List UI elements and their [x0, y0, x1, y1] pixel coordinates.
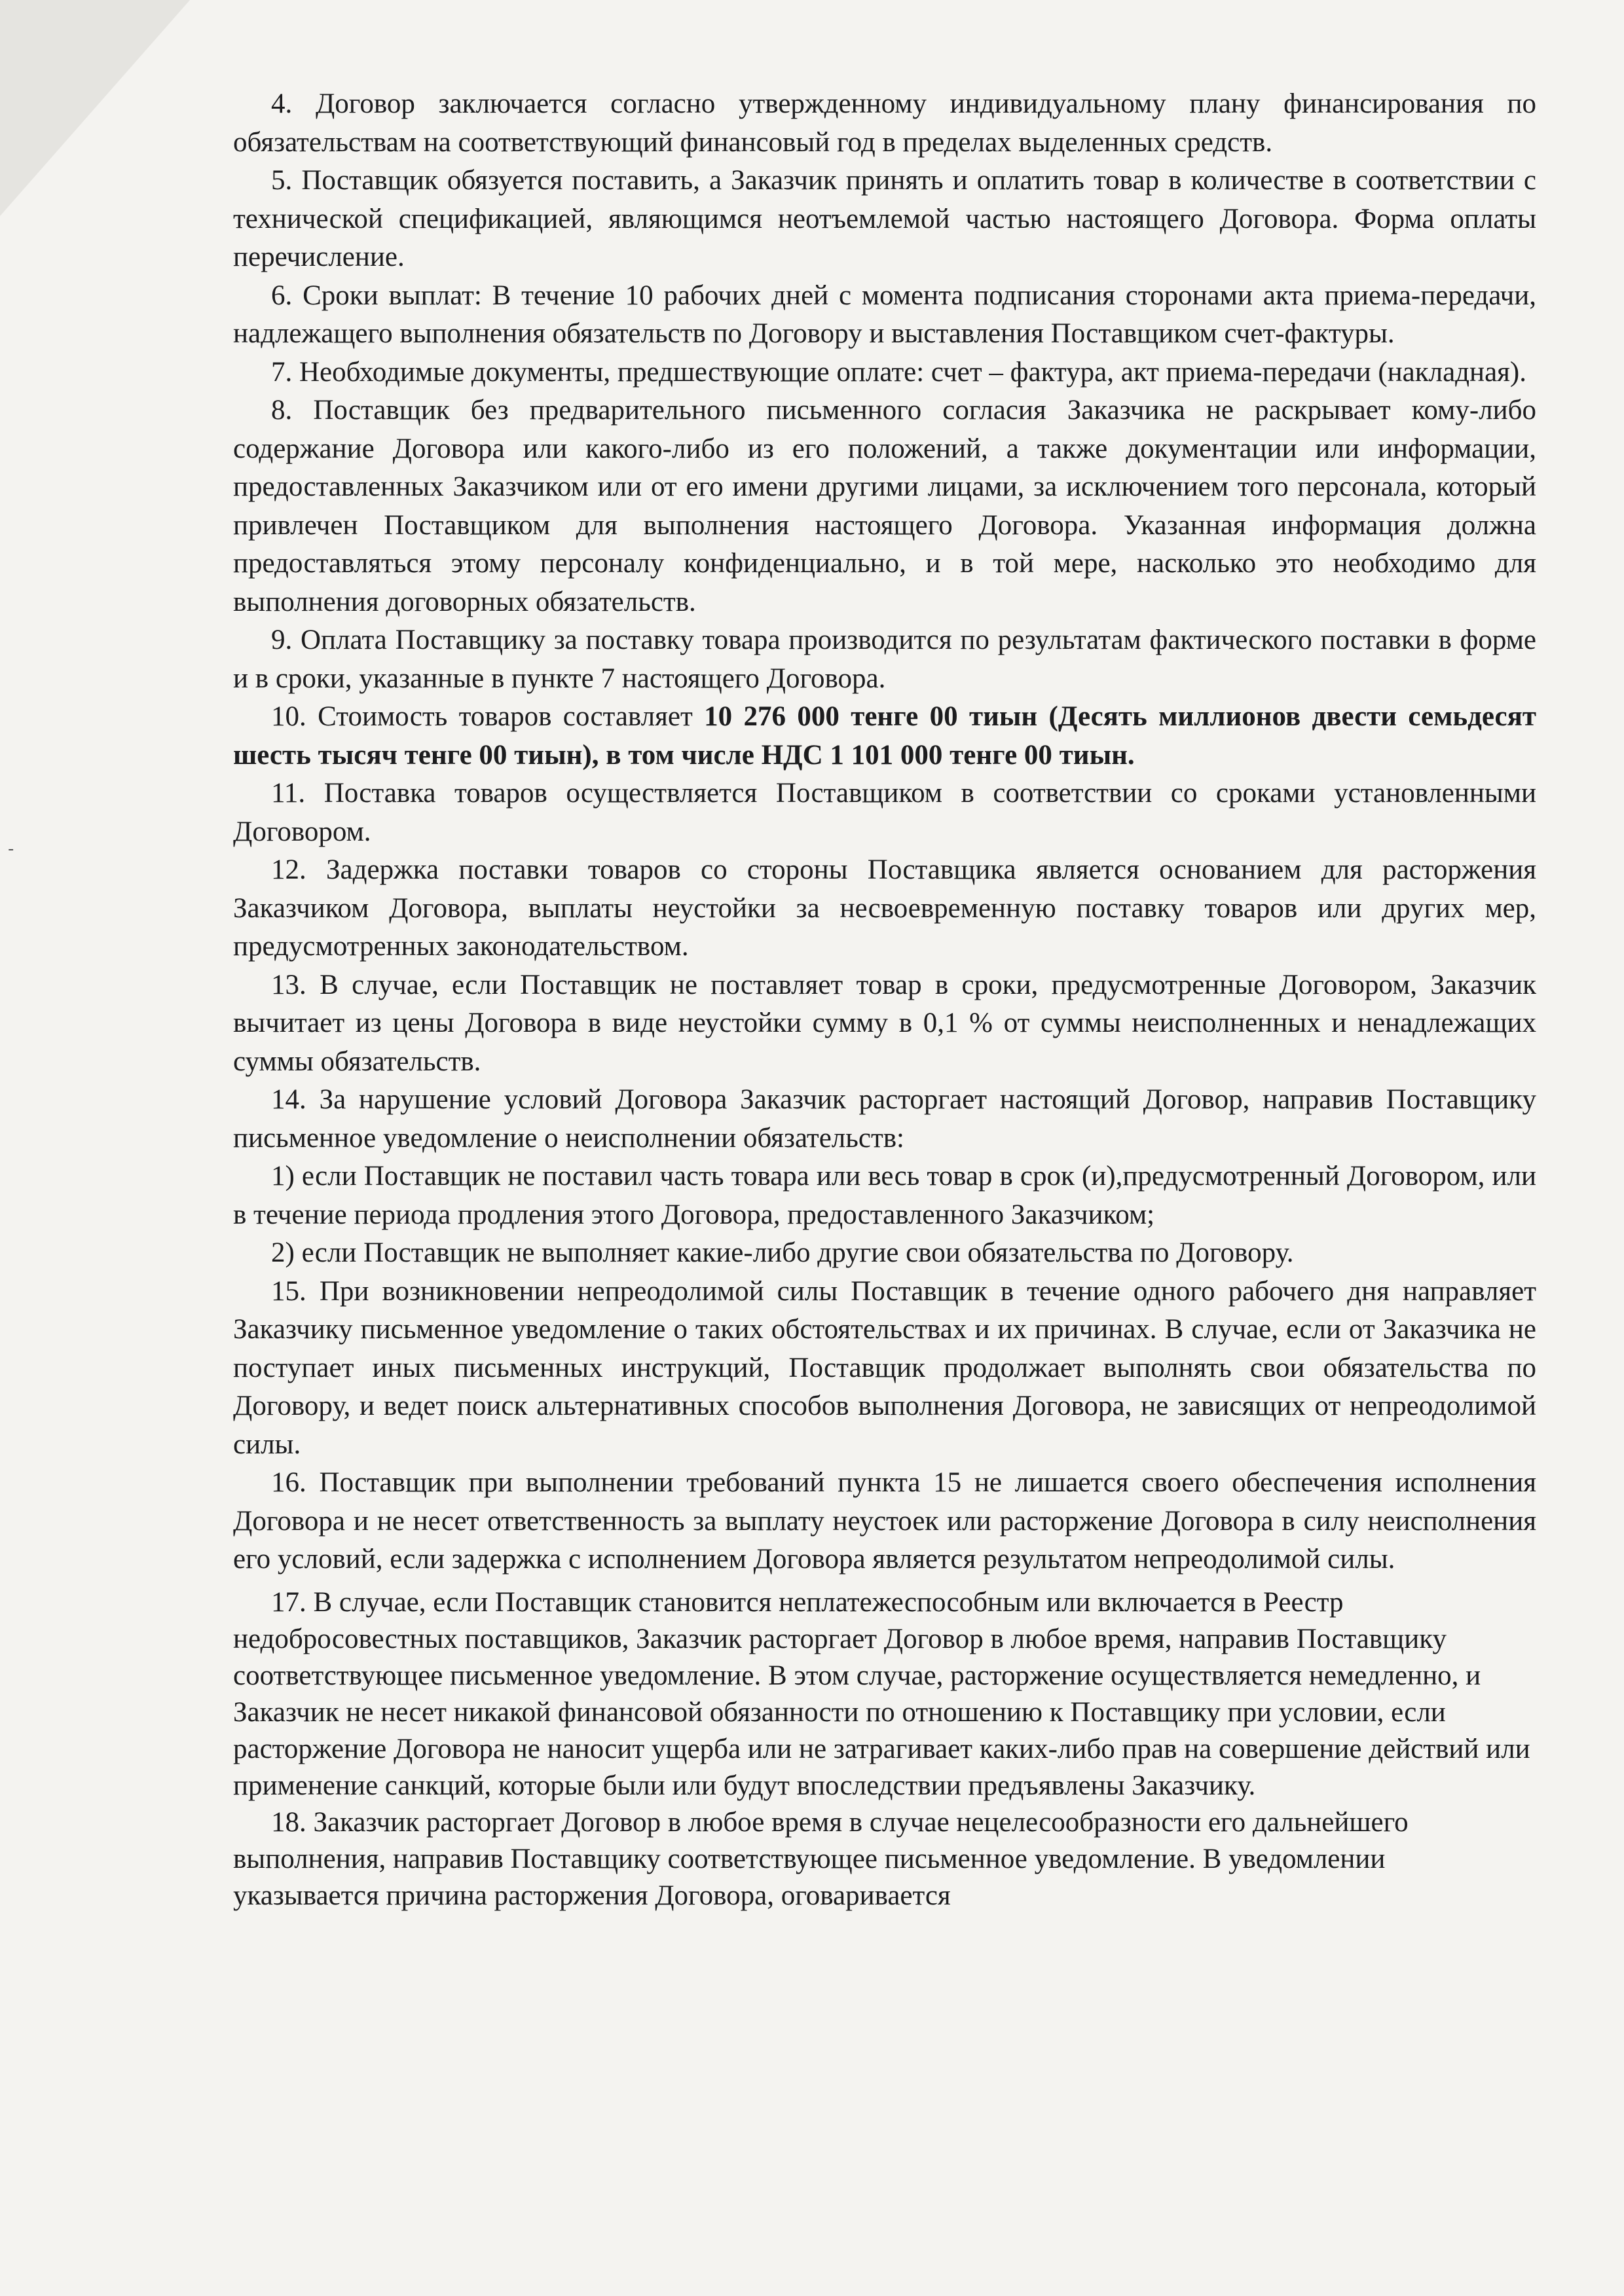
clause-15: 15. При возникновении непреодолимой силы Поставщик в течение одного рабочего дня направляет Заказчику письменное уведомление о таких обстоятельствах и их причинах. В случае, если от Заказчика не поступает иных письменных инструкций, Поставщик продолжает выполнять свои обязательства по Договору, и ведет поиск альтернативных способов выполнения Договора, не зависящих от непреодолимой силы.: [233, 1275, 1536, 1460]
clause-17: 17. В случае, если Поставщик становится неплатежеспособным или включается в Реестр недобросовестных поставщиков, Заказчик расторгает Договор в любое время, направив Поставщику соответствующее письменное уведомление. В этом случае, расторжение осуществляется немедленно, и Заказчик не несет никакой финансовой обязанности по отношению к Поставщику при условии, если расторжение Договора не наносит ущерба или не затрагивает каких-либо прав на совершение действий или применение санкций, которые были или будут впоследствии предъявлены Заказчику.: [233, 1586, 1530, 1801]
clause-8: 8. Поставщик без предварительного письменного согласия Заказчика не раскрывает кому-либо содержание Договора или какого-либо из его положений, а также документации или информации, предоставленных Заказчиком или от его имени другими лицами, за исключением того персонала, который привлечен Поставщиком для выполнения настоящего Договора. Указанная информация должна предоставляться этому персоналу конфиденциально, и в той мере, насколько это необходимо для выполнения договорных обязательств.: [233, 395, 1536, 617]
clause-9: 9. Оплата Поставщику за поставку товара производится по результатам фактического поставки в форме и в сроки, указанные в пункте 7 настоящего Договора.: [233, 625, 1537, 694]
clause-7: 7. Необходимые документы, предшествующие оплате: счет – фактура, акт приема-передачи (накладная).: [271, 356, 1527, 388]
clause-6: 6. Сроки выплат: В течение 10 рабочих дней с момента подписания сторонами акта приема-передачи, надлежащего выполнения обязательств по Договору и выставления Поставщиком счет-фактуры.: [233, 280, 1537, 349]
clause-16: 16. Поставщик при выполнении требований пункта 15 не лишается своего обеспечения исполнения Договора и не несет ответственность за выплату неустоек или расторжение Договора в силу неисполнения его условий, если задержка с исполнением Договора является результатом непреодолимой силы.: [233, 1467, 1536, 1575]
clause-4: 4. Договор заключается согласно утвержденному индивидуальному плану финансирования по обязательствам на соответствующий финансовый год в пределах выделенных средств.: [233, 88, 1536, 158]
contract-text: [233, 85, 1536, 1914]
clause-10: 10. Стоимость товаров составляет 10 276 000 тенге 00 тиын (Десять миллионов двести семьдесят шесть тысяч тенге 00 тиын), в том числе НДС 1 101 000 тенге 00 тиын.: [233, 701, 1536, 771]
clause-14-item-2: 2) если Поставщик не выполняет какие-либо другие свои обязательства по Договору.: [271, 1237, 1294, 1268]
clause-5: 5. Поставщик обязуется поставить, а Заказчик принять и оплатить товар в количестве в соответствии с технической спецификацией, являющимся неотъемлемой частью настоящего Договора. Форма оплаты перечисление.: [233, 165, 1537, 272]
margin-mark: -: [8, 839, 14, 859]
clause-11: 11. Поставка товаров осуществляется Поставщиком в соответствии со сроками установленными Договором.: [233, 778, 1536, 847]
clause-18: 18. Заказчик расторгает Договор в любое время в случае нецелесообразности его дальнейшего выполнения, направив Поставщику соответствующее письменное уведомление. В уведомлении указывается причина расторжения Договора, оговаривается: [233, 1806, 1409, 1911]
folded-corner: [0, 0, 190, 216]
clause-14: 14. За нарушение условий Договора Заказчик расторгает настоящий Договор, направив Поставщику письменное уведомление о неисполнении обязательств:: [233, 1084, 1536, 1154]
contract-price: 10 276 000 тенге 00 тиын (Десять миллионов двести семьдесят шесть тысяч тенге 00 тиын), в том числе НДС 1 101 000 тенге 00 тиын.: [233, 701, 1536, 771]
clause-12: 12. Задержка поставки товаров со стороны Поставщика является основанием для расторжения Заказчиком Договора, выплаты неустойки за несвоевременную поставку товаров или других мер, предусмотренных законодательством.: [233, 854, 1536, 962]
clause-13: 13. В случае, если Поставщик не поставляет товар в сроки, предусмотренные Договором, Заказчик вычитает из цены Договора в виде неустойки сумму в 0,1 % от суммы неисполненных и ненадлежащих суммы обязательств.: [233, 969, 1536, 1077]
clause-14-item-1: 1) если Поставщик не поставил часть товара или весь товар в срок (и),предусмотренный Договором, или в течение периода продления этого Договора, предоставленного Заказчиком;: [233, 1161, 1536, 1230]
